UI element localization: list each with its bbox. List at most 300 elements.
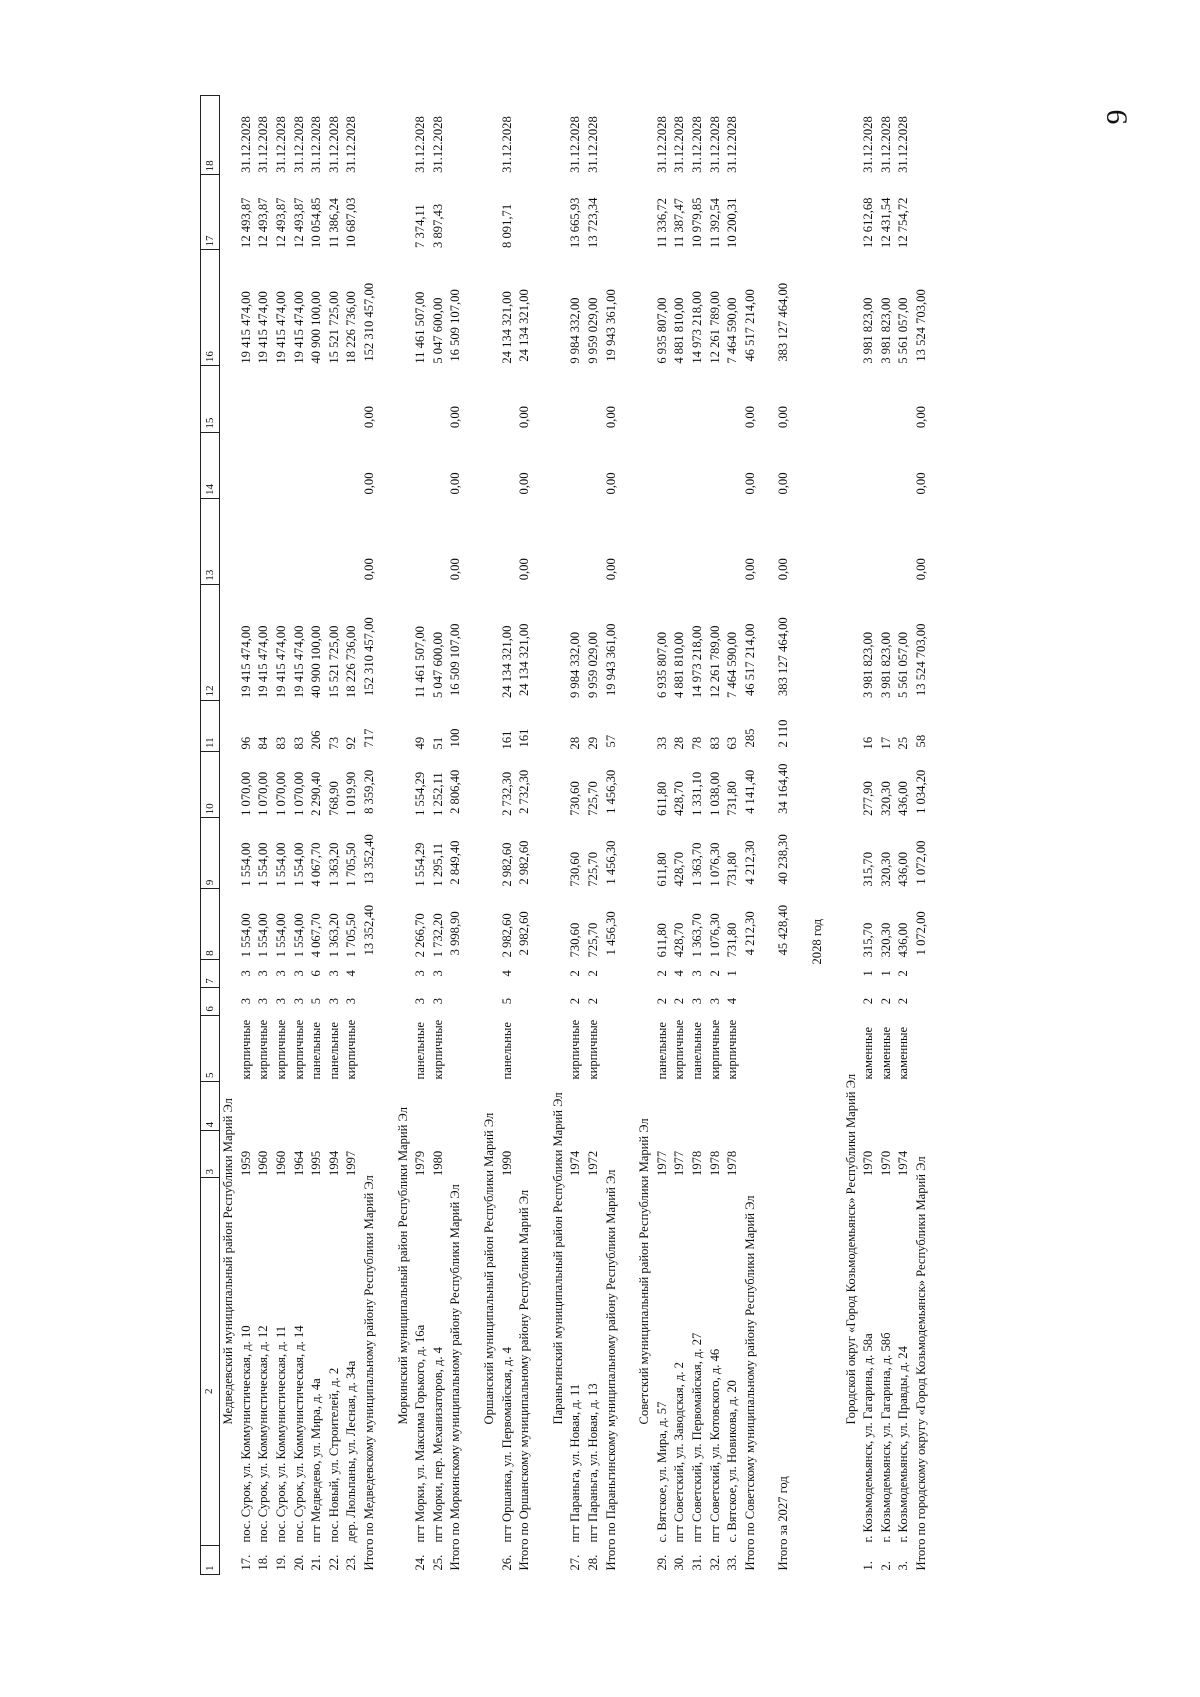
cell-col-9: 436,00 — [896, 851, 911, 887]
cell-col-6: 2 — [654, 998, 669, 1005]
cell-col-15 — [585, 366, 603, 432]
cell-col-15 — [706, 366, 724, 432]
cell-col-10: 1 070,00 — [256, 771, 271, 816]
address-cell — [895, 1178, 913, 1575]
cell-col-7: 2 — [896, 970, 911, 977]
cell-col-12: 24 134 321,00 — [499, 625, 514, 699]
cell-col-3: 1978 — [707, 1150, 722, 1176]
address-cell — [326, 1178, 344, 1575]
cell-col-3: 1977 — [672, 1150, 687, 1176]
total-cell: 285 — [742, 728, 757, 748]
total-cell: 0,00 — [742, 406, 757, 429]
cell-col-13 — [498, 499, 516, 585]
cell-col-16: 12 261 789,00 — [707, 291, 722, 364]
cell-col-17: 12 493,87 — [274, 197, 289, 248]
cell-col-10: 277,90 — [861, 781, 876, 816]
spacer-row — [793, 96, 809, 1575]
header-col-17: 17 — [201, 175, 220, 250]
section-header-row — [481, 96, 499, 1575]
total-cell — [741, 96, 759, 175]
cell-col-18: 31.12.2028 — [238, 116, 253, 173]
total-cell: 0,00 — [362, 558, 377, 581]
total-cell: 1 456,30 — [603, 769, 618, 814]
cell-col-6: 2 — [878, 998, 893, 1005]
cell-col-8: 2 266,70 — [413, 913, 428, 958]
table-body — [220, 96, 931, 1575]
cell-col-5: кирпичные — [672, 1019, 687, 1080]
cell-col-18: 31.12.2028 — [430, 116, 445, 173]
cell-col-9: 725,70 — [585, 851, 600, 887]
cell-col-3: 1964 — [291, 1150, 306, 1176]
cell-col-6: 5 — [499, 998, 514, 1005]
cell-col-10: 2 732,30 — [499, 771, 514, 816]
cell-col-4 — [585, 1082, 603, 1131]
cell-col-11: 28 — [568, 736, 583, 750]
address-cell — [724, 1178, 742, 1575]
total-cell: 24 134 321,00 — [517, 289, 532, 362]
row-number: 30. — [672, 1554, 687, 1571]
cell-col-5: кирпичные — [725, 1019, 740, 1080]
total-cell: 717 — [362, 728, 377, 748]
cell-col-5: панельные — [309, 1022, 324, 1080]
address: пгт Морки, пер. Механизаторов, д. 4 — [430, 1347, 445, 1543]
section-header-row — [550, 96, 568, 1575]
table-row — [567, 96, 585, 1575]
row-number: 23. — [344, 1554, 359, 1571]
cell-col-5: кирпичные — [238, 1019, 253, 1080]
cell-col-15 — [689, 366, 707, 432]
cell-col-8: 725,70 — [585, 922, 600, 958]
cell-col-9: 1 363,20 — [326, 842, 341, 887]
total-cell: 4 212,30 — [742, 911, 757, 956]
total-cell: 0,00 — [448, 406, 463, 429]
total-cell: 2 110 — [776, 719, 791, 748]
cell-col-5: каменные — [861, 1026, 876, 1080]
cell-col-8: 315,70 — [861, 922, 876, 958]
cell-col-6: 3 — [256, 998, 271, 1005]
address: г. Козьмодемьянск, ул. Правды, д. 24 — [896, 1346, 911, 1543]
total-cell: 0,00 — [517, 406, 532, 429]
address-cell — [273, 1178, 291, 1575]
cell-col-3: 1960 — [256, 1150, 271, 1176]
cell-col-15 — [860, 366, 878, 432]
total-cell: 100 — [448, 728, 463, 748]
total-cell: 0,00 — [742, 472, 757, 495]
cell-col-18: 31.12.2028 — [689, 116, 704, 173]
cell-col-4 — [326, 1082, 344, 1131]
total-cell: 2 732,30 — [517, 769, 532, 814]
cell-col-9: 1 363,70 — [689, 842, 704, 887]
cell-col-9: 1 554,00 — [291, 842, 306, 887]
cell-col-9: 428,70 — [672, 851, 687, 887]
cell-col-16: 40 900 100,00 — [309, 291, 324, 364]
cell-col-17: 12 493,87 — [291, 197, 306, 248]
row-number: 20. — [291, 1554, 306, 1571]
cell-col-6: 2 — [585, 998, 600, 1005]
cell-col-5: кирпичные — [344, 1019, 359, 1080]
cell-col-7: 3 — [326, 970, 341, 977]
cell-col-15 — [877, 366, 895, 432]
total-cell: 152 310 457,00 — [362, 617, 377, 697]
total-cell: 0,00 — [742, 558, 757, 581]
cell-col-4 — [860, 1082, 878, 1131]
cell-col-11: 83 — [707, 736, 722, 750]
cell-col-18: 31.12.2028 — [309, 116, 324, 173]
cell-col-16: 19 415 474,00 — [256, 291, 271, 364]
row-number: 18. — [256, 1554, 271, 1571]
total-cell: 4 141,40 — [742, 769, 757, 814]
cell-col-17: 10 687,03 — [344, 197, 359, 248]
cell-col-15 — [567, 366, 585, 432]
cell-col-7: 3 — [291, 970, 306, 977]
cell-col-10: 428,70 — [672, 781, 687, 816]
cell-col-14 — [308, 432, 326, 498]
cell-col-13 — [343, 499, 361, 585]
cell-col-5: кирпичные — [568, 1019, 583, 1080]
cell-col-16: 24 134 321,00 — [499, 291, 514, 364]
table-row — [671, 96, 689, 1575]
cell-col-4 — [290, 1082, 308, 1131]
cell-col-3: 1974 — [568, 1150, 583, 1176]
total-row — [913, 96, 931, 1575]
cell-col-13 — [273, 499, 291, 585]
cell-col-18: 31.12.2028 — [861, 116, 876, 173]
cell-col-12: 3 981 823,00 — [878, 631, 893, 699]
total-cell: 34 164,40 — [776, 763, 791, 814]
cell-col-8: 428,70 — [672, 922, 687, 958]
table-row — [877, 96, 895, 1575]
cell-col-14 — [689, 432, 707, 498]
cell-col-5: панельные — [689, 1022, 704, 1080]
total-cell: 16 509 107,00 — [448, 289, 463, 362]
header-col-6: 6 — [201, 987, 220, 1015]
address: пос. Сурок, ул. Коммунистическая, д. 14 — [291, 1325, 306, 1543]
header-col-2: 2 — [203, 1388, 215, 1394]
cell-col-8: 1 732,20 — [430, 913, 445, 958]
total-cell: 0,00 — [603, 472, 618, 495]
cell-col-16: 19 415 474,00 — [274, 291, 289, 364]
cell-col-7: 4 — [672, 970, 687, 977]
cell-col-6: 3 — [238, 998, 253, 1005]
cell-col-14 — [653, 432, 671, 498]
total-cell: 13 352,40 — [362, 904, 377, 956]
cell-col-17: 13 723,34 — [585, 197, 600, 248]
address: пгт Советский, ул. Котовского, д. 46 — [707, 1348, 722, 1543]
cell-col-6: 3 — [430, 998, 445, 1005]
header-col-15: 15 — [201, 366, 220, 432]
cell-col-17: 11 387,47 — [672, 198, 687, 248]
total-cell — [447, 175, 465, 250]
cell-col-8: 2 982,60 — [499, 913, 514, 958]
cell-col-11: 63 — [725, 736, 740, 750]
cell-col-14 — [877, 432, 895, 498]
cell-col-5: кирпичные — [274, 1019, 289, 1080]
cell-col-16: 14 973 218,00 — [689, 291, 704, 364]
cell-col-7: 2 — [707, 970, 722, 977]
cell-col-4 — [273, 1082, 291, 1131]
section-title: Медведевский муниципальный район Республики Марий Эл — [221, 1098, 236, 1425]
row-number: 29. — [654, 1554, 669, 1571]
cell-col-5: кирпичные — [291, 1019, 306, 1080]
cell-col-14 — [430, 432, 448, 498]
total-cell: 0,00 — [517, 558, 532, 581]
cell-col-5: панельные — [654, 1022, 669, 1080]
cell-col-17: 11 386,24 — [326, 198, 341, 248]
table-row — [724, 96, 742, 1575]
cell-col-18: 31.12.2028 — [326, 116, 341, 173]
row-number: 2. — [878, 1561, 893, 1571]
cell-col-16: 6 935 807,00 — [654, 297, 669, 364]
cell-col-3: 1978 — [725, 1150, 740, 1176]
cell-col-5: каменные — [878, 1026, 893, 1080]
cell-col-9: 731,80 — [725, 851, 740, 887]
total-cell: 383 127 464,00 — [776, 617, 791, 697]
total-cell: 16 509 107,00 — [448, 623, 463, 697]
cell-col-13 — [895, 499, 913, 585]
cell-col-7: 3 — [413, 970, 428, 977]
cell-col-9: 4 067,70 — [309, 842, 324, 887]
table-row — [653, 96, 671, 1575]
cell-col-9: 1 705,50 — [344, 842, 359, 887]
cell-col-6: 3 — [291, 998, 306, 1005]
spacer-row — [465, 96, 481, 1575]
header-col-1: 1 — [204, 1565, 216, 1571]
spacer-cell — [793, 96, 809, 1575]
cell-col-11: 83 — [274, 736, 289, 750]
cell-col-10: 1 252,11 — [430, 772, 445, 816]
address-cell — [860, 1178, 878, 1575]
cell-col-11: 83 — [291, 736, 306, 750]
cell-col-6: 3 — [413, 998, 428, 1005]
cell-col-10: 768,90 — [326, 781, 341, 816]
rotated-page — [200, 95, 1020, 1575]
total-cell: 1 072,00 — [913, 911, 928, 956]
cell-col-18: 31.12.2028 — [707, 116, 722, 173]
total-cell: 0,00 — [362, 472, 377, 495]
total-row — [775, 96, 793, 1575]
total-row — [447, 96, 465, 1575]
address: пгт Медведево, ул. Мира, д. 4а — [309, 1378, 324, 1543]
cell-col-10: 1 554,29 — [413, 771, 428, 816]
spacer-cell — [826, 96, 842, 1575]
section-title: Городской округ «Город Козьмодемьянск» Республики Марий Эл — [843, 1073, 858, 1425]
row-number: 21. — [309, 1554, 324, 1571]
address-cell — [290, 1178, 308, 1575]
total-cell: 58 — [913, 734, 928, 748]
cell-col-16: 15 521 725,00 — [326, 291, 341, 364]
cell-col-16: 3 981 823,00 — [878, 297, 893, 364]
cell-col-11: 73 — [326, 736, 341, 750]
cell-col-14 — [343, 432, 361, 498]
header-col-9: 9 — [201, 818, 220, 889]
cell-col-11: 161 — [499, 730, 514, 750]
header-col-7: 7 — [201, 959, 220, 987]
header-col-18: 18 — [201, 96, 220, 175]
table-row — [255, 96, 273, 1575]
cell-col-12: 40 900 100,00 — [309, 625, 324, 699]
address: пос. Сурок, ул. Коммунистическая, д. 10 — [238, 1325, 253, 1543]
cell-col-8: 1 363,70 — [689, 913, 704, 958]
total-cell: 0,00 — [362, 406, 377, 429]
total-cell: 8 359,20 — [362, 769, 377, 814]
cell-col-17: 7 374,11 — [413, 204, 428, 248]
address: пос. Новый, ул. Строителей, д. 2 — [326, 1367, 341, 1543]
cell-col-12: 9 959 029,00 — [585, 631, 600, 699]
cell-col-7: 4 — [499, 970, 514, 977]
cell-col-3: 1990 — [499, 1150, 514, 1176]
total-cell: 40 238,30 — [776, 834, 791, 885]
cell-col-10: 320,30 — [878, 781, 893, 816]
cell-col-8: 436,00 — [896, 922, 911, 958]
total-cell: 0,00 — [776, 558, 791, 581]
cell-col-13 — [585, 499, 603, 585]
cell-col-17: 10 054,85 — [309, 197, 324, 248]
total-cell: 13 524 703,00 — [913, 289, 928, 362]
cell-col-13 — [290, 499, 308, 585]
cell-col-4 — [653, 1082, 671, 1131]
cell-col-17: 12 431,54 — [878, 197, 893, 248]
cell-col-7: 2 — [654, 970, 669, 977]
cell-col-8: 1 554,00 — [274, 913, 289, 958]
cell-col-18: 31.12.2028 — [585, 116, 600, 173]
page-number: 9 — [1100, 109, 1134, 125]
spacer-row — [759, 96, 775, 1575]
cell-col-18: 31.12.2028 — [291, 116, 306, 173]
header-col-11: 11 — [201, 700, 220, 751]
cell-col-14 — [326, 432, 344, 498]
address-cell — [585, 1178, 603, 1575]
address-cell — [567, 1178, 585, 1575]
total-row — [741, 96, 759, 1575]
address: пгт Советский, ул. Заводская, д. 2 — [672, 1362, 687, 1543]
total-row — [361, 96, 379, 1575]
total-cell: 1 456,30 — [603, 840, 618, 885]
cell-col-3: 1960 — [274, 1150, 289, 1176]
table-row — [308, 96, 326, 1575]
cell-col-8: 1 554,00 — [256, 913, 271, 958]
cell-col-13 — [567, 499, 585, 585]
cell-col-18: 31.12.2028 — [413, 116, 428, 173]
total-label: Итого по Оршанскому муниципальному району Республики Марий Эл — [517, 1189, 532, 1571]
section-title: Параньгинский муниципальный район Республики Марий Эл — [550, 1092, 565, 1425]
address: дер. Люльпаны, ул. Лесная, д. 34а — [344, 1360, 359, 1543]
row-number: 24. — [413, 1554, 428, 1571]
cell-col-8: 731,80 — [725, 922, 740, 958]
cell-col-16: 5 047 600,00 — [430, 297, 445, 364]
total-cell — [741, 175, 759, 250]
total-cell — [361, 96, 379, 175]
address: пгт Параньга, ул. Новая, д. 13 — [585, 1383, 600, 1543]
cell-col-4 — [724, 1082, 742, 1131]
cell-col-16: 9 984 332,00 — [568, 297, 583, 364]
cell-col-14 — [724, 432, 742, 498]
cell-col-5: кирпичные — [707, 1019, 722, 1080]
cell-col-3: 1974 — [896, 1150, 911, 1176]
address: пгт Оршанка, ул. Первомайская, д. 4 — [499, 1347, 514, 1543]
total-cell — [775, 96, 793, 175]
total-cell: 2 806,40 — [448, 769, 463, 814]
address: пгт Морки, ул. Максима Горького, д. 16а — [413, 1324, 428, 1543]
cell-col-3: 1978 — [689, 1150, 704, 1176]
cell-col-16: 7 464 590,00 — [725, 297, 740, 364]
total-cell: 383 127 464,00 — [776, 282, 791, 362]
cell-col-6: 3 — [274, 998, 289, 1005]
cell-col-13 — [412, 499, 430, 585]
cell-col-17: 3 897,43 — [430, 203, 445, 248]
cell-col-17: 12 754,72 — [896, 197, 911, 248]
cell-col-8: 730,60 — [568, 922, 583, 958]
header-col-14: 14 — [201, 432, 220, 498]
row-number: 27. — [568, 1554, 583, 1571]
total-row — [602, 96, 620, 1575]
cell-col-8: 1 554,00 — [238, 913, 253, 958]
total-cell: 0,00 — [913, 406, 928, 429]
cell-col-10: 611,80 — [654, 781, 669, 816]
cell-col-5: панельные — [413, 1022, 428, 1080]
total-cell: 2 982,60 — [517, 840, 532, 885]
total-cell: 24 134 321,00 — [517, 623, 532, 697]
total-cell — [602, 175, 620, 250]
cell-col-8: 4 067,70 — [309, 913, 324, 958]
cell-col-7: 1 — [878, 970, 893, 977]
cell-col-4 — [430, 1082, 448, 1131]
cell-col-14 — [895, 432, 913, 498]
cell-col-15 — [308, 366, 326, 432]
cell-col-17: 12 493,87 — [256, 197, 271, 248]
address-cell — [430, 1178, 448, 1575]
spacer-cell — [759, 96, 775, 1575]
cell-col-8: 611,80 — [654, 923, 669, 958]
cell-col-12: 19 415 474,00 — [291, 625, 306, 699]
table-row — [585, 96, 603, 1575]
cell-col-13 — [255, 499, 273, 585]
address-cell — [706, 1178, 724, 1575]
cell-col-7: 2 — [568, 970, 583, 977]
cell-col-16: 5 561 057,00 — [896, 297, 911, 364]
cell-col-14 — [273, 432, 291, 498]
cell-col-12: 9 984 332,00 — [568, 631, 583, 699]
cell-col-3: 1980 — [430, 1150, 445, 1176]
header-col-13: 13 — [201, 499, 220, 585]
cell-col-15 — [255, 366, 273, 432]
address-cell — [689, 1178, 707, 1575]
cell-col-13 — [430, 499, 448, 585]
cell-col-16: 11 461 507,00 — [413, 291, 428, 364]
total-cell: 0,00 — [603, 406, 618, 429]
cell-col-15 — [653, 366, 671, 432]
cell-col-12: 11 461 507,00 — [413, 626, 428, 699]
table-row — [290, 96, 308, 1575]
cell-col-7: 1 — [861, 970, 876, 977]
cell-col-3: 1970 — [878, 1150, 893, 1176]
cell-col-6: 3 — [689, 998, 704, 1005]
total-cell — [516, 175, 534, 250]
total-cell — [913, 96, 931, 175]
cell-col-13 — [308, 499, 326, 585]
cell-col-15 — [412, 366, 430, 432]
cell-col-6: 4 — [725, 998, 740, 1005]
address-cell — [308, 1178, 326, 1575]
cell-col-3: 1995 — [309, 1150, 324, 1176]
total-cell: 46 517 214,00 — [742, 289, 757, 362]
cell-col-9: 320,30 — [878, 851, 893, 887]
cell-col-4 — [412, 1082, 430, 1131]
spacer-cell — [465, 96, 481, 1575]
housing-program-table — [200, 95, 930, 1575]
cell-col-10: 731,80 — [725, 781, 740, 816]
cell-col-11: 96 — [238, 736, 253, 750]
cell-col-12: 12 261 789,00 — [707, 625, 722, 699]
